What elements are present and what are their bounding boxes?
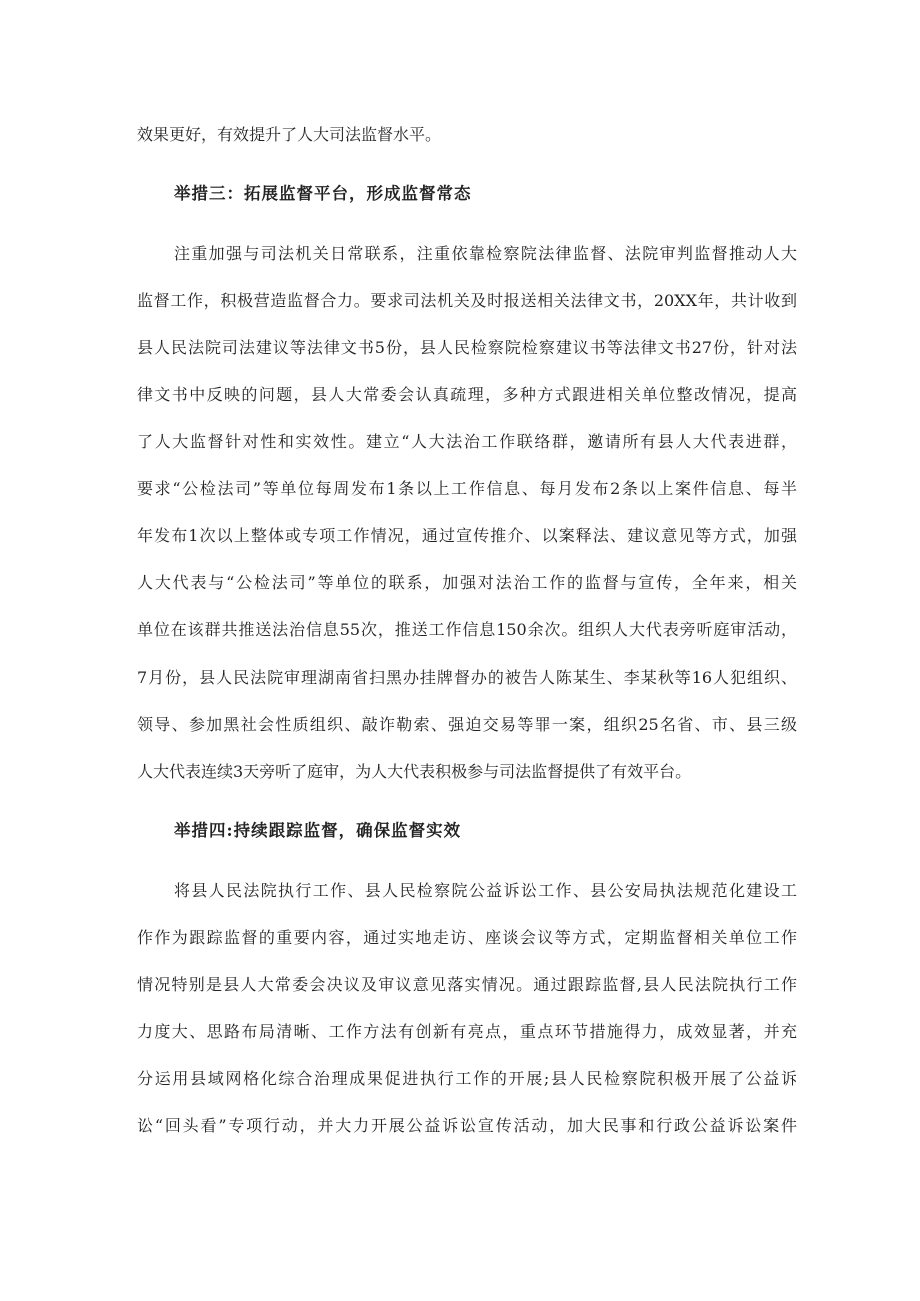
paragraph-line: 年发布1次以上整体或专项工作情况，通过宣传推介、以案释法、建议意见等方式，加强 bbox=[137, 526, 797, 545]
paragraph-line: 力度大、思路布局清晰、工作方法有创新有亮点，重点环节措施得力，成效显著，并充 bbox=[137, 1022, 797, 1041]
paragraph-line: 分运用县域网格化综合治理成果促进执行工作的开展;县人民检察院积极开展了公益诉 bbox=[137, 1069, 797, 1088]
paragraph-line: 监督工作，积极营造监督合力。要求司法机关及时报送相关法律文书，20XX年，共计收到 bbox=[137, 291, 797, 310]
paragraph-line: 人大代表连续3天旁听了庭审，为人大代表积极参与司法监督提供了有效平台。 bbox=[137, 762, 692, 781]
paragraph-line: 效果更好，有效提升了人大司法监督水平。 bbox=[137, 125, 442, 144]
paragraph-line: 了人大监督针对性和实效性。建立“人大法治工作联络群，邀请所有县人大代表进群， bbox=[137, 432, 797, 451]
paragraph-line: 将县人民法院执行工作、县人民检察院公益诉讼工作、县公安局执法规范化建设工 bbox=[174, 881, 797, 900]
paragraph-line: 人大代表与“公检法司”等单位的联系，加强对法治工作的监督与宣传，全年来，相关 bbox=[137, 573, 797, 592]
paragraph-line: 讼“回头看”专项行动，并大力开展公益诉讼宣传活动，加大民事和行政公益诉讼案件 bbox=[137, 1116, 797, 1135]
paragraph-line: 7月份，县人民法院审理湖南省扫黑办挂牌督办的被告人陈某生、李某秋等16人犯组织、 bbox=[137, 668, 797, 687]
paragraph-line: 单位在该群共推送法治信息55次，推送工作信息150余次。组织人大代表旁听庭审活动， bbox=[137, 620, 797, 639]
paragraph-line: 作作为跟踪监督的重要内容，通过实地走访、座谈会议等方式，定期监督相关单位工作 bbox=[137, 928, 797, 947]
paragraph-line: 要求“公检法司”等单位每周发布1条以上工作信息、每月发布2条以上案件信息、每半 bbox=[137, 479, 797, 498]
paragraph-line: 情况特别是县人大常委会决议及审议意见落实情况。通过跟踪监督,县人民法院执行工作 bbox=[137, 975, 797, 994]
section-heading: 举措四:持续跟踪监督，确保监督实效 bbox=[174, 821, 462, 840]
section-heading: 举措三：拓展监督平台，形成监督常态 bbox=[174, 184, 472, 203]
paragraph-line: 县人民法院司法建议等法律文书5份，县人民检察院检察建议书等法律文书27份，针对法 bbox=[137, 338, 797, 357]
paragraph-line: 律文书中反映的问题，县人大常委会认真疏理，多种方式跟进相关单位整改情况，提高 bbox=[137, 385, 797, 404]
paragraph-line: 注重加强与司法机关日常联系，注重依靠检察院法律监督、法院审判监督推动人大 bbox=[174, 244, 797, 263]
paragraph-line: 领导、参加黑社会性质组织、敲诈勒索、强迫交易等罪一案，组织25名省、市、县三级 bbox=[137, 715, 797, 734]
